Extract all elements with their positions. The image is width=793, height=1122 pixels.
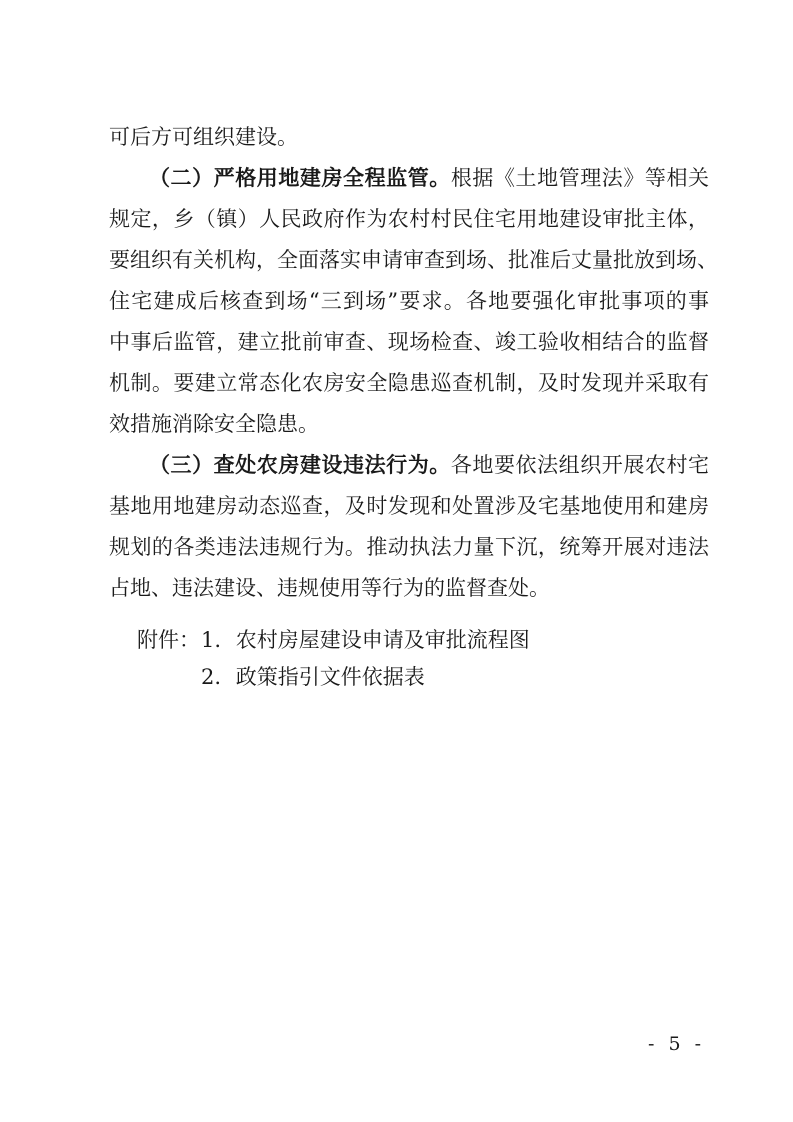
paragraph-line (109, 367, 709, 399)
paragraph-text: 占地、违法建设、违规使用等行为的监督查处。 (109, 576, 550, 600)
paragraph-text: 可后方可组织建设。 (109, 125, 298, 149)
paragraph-text: 住宅建成后核查到场“三到场”要求。各地要强化审批事项的事 (109, 289, 709, 313)
attachment-title: 农村房屋建设申请及审批流程图 (235, 628, 530, 652)
paragraph-line (109, 203, 709, 235)
attachment-title: 政策指引文件依据表 (235, 665, 425, 689)
page-number: - 5 - (648, 1033, 706, 1055)
attachment-item (201, 661, 425, 693)
paragraph-line (109, 285, 709, 317)
attachment-number: 1. (201, 628, 222, 652)
paragraph-line (109, 531, 709, 563)
paragraph-line (109, 326, 709, 358)
paragraph-text: 基地用地建房动态巡查，及时发现和处置涉及宅基地使用和建房 (109, 494, 709, 518)
paragraph-line (109, 244, 718, 276)
section-paragraph-line (149, 449, 709, 481)
paragraph-line (109, 121, 709, 153)
section-heading: （三）查处农房建设违法行为。 (149, 452, 451, 477)
paragraph-text: 根据《土地管理法》等相关 (450, 166, 710, 190)
paragraph-text: 各地要依法组织开展农村宅 (450, 453, 710, 477)
attachments-label: 附件： (137, 628, 200, 652)
paragraph-text: 规划的各类违法违规行为。推动执法力量下沉，统筹开展对违法 (109, 535, 709, 559)
paragraph-text: 中事后监管，建立批前审查、现场检查、竣工验收相结合的监督 (109, 330, 709, 354)
paragraph-line (109, 572, 709, 604)
paragraph-line (109, 408, 709, 440)
paragraph-text: 效措施消除安全隐患。 (109, 412, 319, 436)
paragraph-line (109, 490, 709, 522)
attachment-number: 2. (201, 665, 222, 689)
section-paragraph-line (149, 162, 709, 194)
paragraph-text: 要组织有关机构，全面落实申请审查到场、批准后丈量批放到场、 (109, 248, 718, 272)
attachment-item (201, 624, 530, 656)
paragraph-text: 规定，乡（镇）人民政府作为农村村民住宅用地建设审批主体， (109, 207, 709, 231)
paragraph-text: 机制。要建立常态化农房安全隐患巡查机制，及时发现并采取有 (109, 371, 709, 395)
section-heading: （二）严格用地建房全程监管。 (149, 165, 451, 190)
